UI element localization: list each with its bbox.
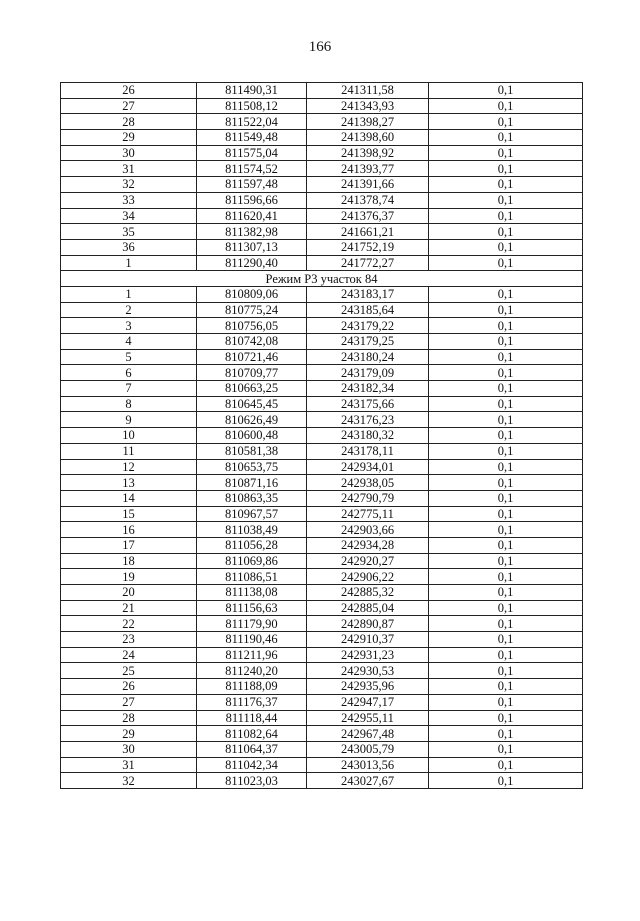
y-coordinate-cell: 242890,87 [307, 616, 429, 632]
y-coordinate-cell: 241752,19 [307, 239, 429, 255]
point-number-cell: 33 [61, 192, 197, 208]
accuracy-cell: 0,1 [429, 145, 583, 161]
table-row [61, 616, 583, 632]
y-coordinate-cell: 243179,25 [307, 334, 429, 350]
point-number-cell: 14 [61, 490, 197, 506]
point-number-cell: 32 [61, 773, 197, 789]
table-row [61, 710, 583, 726]
y-coordinate-cell: 241376,37 [307, 208, 429, 224]
point-number-cell: 32 [61, 177, 197, 193]
accuracy-cell: 0,1 [429, 757, 583, 773]
table-row [61, 741, 583, 757]
accuracy-cell: 0,1 [429, 647, 583, 663]
x-coordinate-cell: 810600,48 [197, 428, 307, 444]
table-row [61, 318, 583, 334]
point-number-cell: 27 [61, 98, 197, 114]
x-coordinate-cell: 811620,41 [197, 208, 307, 224]
point-number-cell: 2 [61, 302, 197, 318]
accuracy-cell: 0,1 [429, 208, 583, 224]
x-coordinate-cell: 811118,44 [197, 710, 307, 726]
accuracy-cell: 0,1 [429, 412, 583, 428]
table-row [61, 161, 583, 177]
point-number-cell: 31 [61, 757, 197, 773]
x-coordinate-cell: 811240,20 [197, 663, 307, 679]
accuracy-cell: 0,1 [429, 302, 583, 318]
x-coordinate-cell: 810863,35 [197, 490, 307, 506]
table-row [61, 396, 583, 412]
x-coordinate-cell: 810663,25 [197, 381, 307, 397]
table-row [61, 177, 583, 193]
y-coordinate-cell: 243179,09 [307, 365, 429, 381]
x-coordinate-cell: 811086,51 [197, 569, 307, 585]
y-coordinate-cell: 242885,04 [307, 600, 429, 616]
accuracy-cell: 0,1 [429, 255, 583, 271]
accuracy-cell: 0,1 [429, 506, 583, 522]
point-number-cell: 20 [61, 585, 197, 601]
x-coordinate-cell: 810653,75 [197, 459, 307, 475]
y-coordinate-cell: 243185,64 [307, 302, 429, 318]
accuracy-cell: 0,1 [429, 726, 583, 742]
section-heading-row [61, 271, 583, 287]
accuracy-cell: 0,1 [429, 192, 583, 208]
y-coordinate-cell: 243175,66 [307, 396, 429, 412]
table-row [61, 255, 583, 271]
coordinates-table [60, 82, 583, 789]
x-coordinate-cell: 811138,08 [197, 585, 307, 601]
table-row [61, 381, 583, 397]
y-coordinate-cell: 241343,93 [307, 98, 429, 114]
y-coordinate-cell: 241393,77 [307, 161, 429, 177]
x-coordinate-cell: 810967,57 [197, 506, 307, 522]
point-number-cell: 12 [61, 459, 197, 475]
table-row [61, 569, 583, 585]
x-coordinate-cell: 811082,64 [197, 726, 307, 742]
accuracy-cell: 0,1 [429, 381, 583, 397]
y-coordinate-cell: 243180,24 [307, 349, 429, 365]
x-coordinate-cell: 810775,24 [197, 302, 307, 318]
x-coordinate-cell: 811038,49 [197, 522, 307, 538]
y-coordinate-cell: 241398,92 [307, 145, 429, 161]
point-number-cell: 36 [61, 239, 197, 255]
x-coordinate-cell: 811211,96 [197, 647, 307, 663]
x-coordinate-cell: 811307,13 [197, 239, 307, 255]
point-number-cell: 26 [61, 83, 197, 99]
x-coordinate-cell: 810581,38 [197, 443, 307, 459]
y-coordinate-cell: 242934,28 [307, 537, 429, 553]
accuracy-cell: 0,1 [429, 239, 583, 255]
x-coordinate-cell: 811188,09 [197, 679, 307, 695]
y-coordinate-cell: 242885,32 [307, 585, 429, 601]
table-row [61, 412, 583, 428]
section-heading: Режим Р3 участок 84 [61, 271, 583, 287]
accuracy-cell: 0,1 [429, 443, 583, 459]
accuracy-cell: 0,1 [429, 349, 583, 365]
table-row [61, 334, 583, 350]
point-number-cell: 4 [61, 334, 197, 350]
y-coordinate-cell: 243027,67 [307, 773, 429, 789]
table-row [61, 443, 583, 459]
point-number-cell: 29 [61, 130, 197, 146]
accuracy-cell: 0,1 [429, 475, 583, 491]
accuracy-cell: 0,1 [429, 569, 583, 585]
accuracy-cell: 0,1 [429, 318, 583, 334]
accuracy-cell: 0,1 [429, 83, 583, 99]
accuracy-cell: 0,1 [429, 616, 583, 632]
point-number-cell: 1 [61, 255, 197, 271]
page-number: 166 [308, 39, 332, 55]
accuracy-cell: 0,1 [429, 741, 583, 757]
y-coordinate-cell: 241398,60 [307, 130, 429, 146]
x-coordinate-cell: 811490,31 [197, 83, 307, 99]
accuracy-cell: 0,1 [429, 365, 583, 381]
accuracy-cell: 0,1 [429, 396, 583, 412]
table-row [61, 475, 583, 491]
point-number-cell: 28 [61, 710, 197, 726]
point-number-cell: 6 [61, 365, 197, 381]
y-coordinate-cell: 241311,58 [307, 83, 429, 99]
accuracy-cell: 0,1 [429, 632, 583, 648]
y-coordinate-cell: 243180,32 [307, 428, 429, 444]
x-coordinate-cell: 810626,49 [197, 412, 307, 428]
table-row [61, 83, 583, 99]
y-coordinate-cell: 242967,48 [307, 726, 429, 742]
y-coordinate-cell: 242790,79 [307, 490, 429, 506]
y-coordinate-cell: 243176,23 [307, 412, 429, 428]
accuracy-cell: 0,1 [429, 553, 583, 569]
point-number-cell: 30 [61, 741, 197, 757]
y-coordinate-cell: 243179,22 [307, 318, 429, 334]
x-coordinate-cell: 811596,66 [197, 192, 307, 208]
y-coordinate-cell: 242938,05 [307, 475, 429, 491]
x-coordinate-cell: 811042,34 [197, 757, 307, 773]
y-coordinate-cell: 243013,56 [307, 757, 429, 773]
x-coordinate-cell: 811023,03 [197, 773, 307, 789]
point-number-cell: 29 [61, 726, 197, 742]
y-coordinate-cell: 243182,34 [307, 381, 429, 397]
point-number-cell: 8 [61, 396, 197, 412]
table-row [61, 537, 583, 553]
x-coordinate-cell: 810871,16 [197, 475, 307, 491]
accuracy-cell: 0,1 [429, 334, 583, 350]
table-row [61, 98, 583, 114]
accuracy-cell: 0,1 [429, 98, 583, 114]
point-number-cell: 26 [61, 679, 197, 695]
x-coordinate-cell: 810709,77 [197, 365, 307, 381]
accuracy-cell: 0,1 [429, 224, 583, 240]
y-coordinate-cell: 242931,23 [307, 647, 429, 663]
accuracy-cell: 0,1 [429, 710, 583, 726]
point-number-cell: 3 [61, 318, 197, 334]
accuracy-cell: 0,1 [429, 428, 583, 444]
table-row [61, 145, 583, 161]
point-number-cell: 28 [61, 114, 197, 130]
point-number-cell: 17 [61, 537, 197, 553]
x-coordinate-cell: 811290,40 [197, 255, 307, 271]
x-coordinate-cell: 811056,28 [197, 537, 307, 553]
y-coordinate-cell: 242920,27 [307, 553, 429, 569]
y-coordinate-cell: 242910,37 [307, 632, 429, 648]
table-row [61, 239, 583, 255]
point-number-cell: 16 [61, 522, 197, 538]
y-coordinate-cell: 242955,11 [307, 710, 429, 726]
point-number-cell: 7 [61, 381, 197, 397]
point-number-cell: 21 [61, 600, 197, 616]
y-coordinate-cell: 242903,66 [307, 522, 429, 538]
accuracy-cell: 0,1 [429, 522, 583, 538]
x-coordinate-cell: 811522,04 [197, 114, 307, 130]
point-number-cell: 30 [61, 145, 197, 161]
point-number-cell: 31 [61, 161, 197, 177]
table-row [61, 757, 583, 773]
table-row [61, 459, 583, 475]
x-coordinate-cell: 810721,46 [197, 349, 307, 365]
table-row [61, 600, 583, 616]
y-coordinate-cell: 242934,01 [307, 459, 429, 475]
x-coordinate-cell: 811549,48 [197, 130, 307, 146]
point-number-cell: 27 [61, 694, 197, 710]
x-coordinate-cell: 810645,45 [197, 396, 307, 412]
x-coordinate-cell: 811508,12 [197, 98, 307, 114]
y-coordinate-cell: 241378,74 [307, 192, 429, 208]
table-row [61, 726, 583, 742]
table-row [61, 114, 583, 130]
table-row [61, 679, 583, 695]
y-coordinate-cell: 242935,96 [307, 679, 429, 695]
accuracy-cell: 0,1 [429, 694, 583, 710]
point-number-cell: 25 [61, 663, 197, 679]
table-row [61, 647, 583, 663]
x-coordinate-cell: 811179,90 [197, 616, 307, 632]
table-row [61, 349, 583, 365]
y-coordinate-cell: 243178,11 [307, 443, 429, 459]
point-number-cell: 5 [61, 349, 197, 365]
point-number-cell: 13 [61, 475, 197, 491]
point-number-cell: 23 [61, 632, 197, 648]
y-coordinate-cell: 242930,53 [307, 663, 429, 679]
x-coordinate-cell: 811190,46 [197, 632, 307, 648]
table-row [61, 428, 583, 444]
x-coordinate-cell: 810742,08 [197, 334, 307, 350]
accuracy-cell: 0,1 [429, 459, 583, 475]
point-number-cell: 22 [61, 616, 197, 632]
point-number-cell: 35 [61, 224, 197, 240]
point-number-cell: 19 [61, 569, 197, 585]
point-number-cell: 1 [61, 286, 197, 302]
table-row [61, 286, 583, 302]
x-coordinate-cell: 810809,06 [197, 286, 307, 302]
accuracy-cell: 0,1 [429, 114, 583, 130]
table-row [61, 506, 583, 522]
x-coordinate-cell: 811575,04 [197, 145, 307, 161]
point-number-cell: 10 [61, 428, 197, 444]
y-coordinate-cell: 242775,11 [307, 506, 429, 522]
x-coordinate-cell: 810756,05 [197, 318, 307, 334]
table-row [61, 224, 583, 240]
x-coordinate-cell: 811597,48 [197, 177, 307, 193]
x-coordinate-cell: 811382,98 [197, 224, 307, 240]
point-number-cell: 9 [61, 412, 197, 428]
x-coordinate-cell: 811574,52 [197, 161, 307, 177]
y-coordinate-cell: 243005,79 [307, 741, 429, 757]
point-number-cell: 11 [61, 443, 197, 459]
y-coordinate-cell: 242906,22 [307, 569, 429, 585]
table-row [61, 365, 583, 381]
accuracy-cell: 0,1 [429, 490, 583, 506]
point-number-cell: 34 [61, 208, 197, 224]
accuracy-cell: 0,1 [429, 286, 583, 302]
table-row [61, 773, 583, 789]
table-row [61, 663, 583, 679]
y-coordinate-cell: 243183,17 [307, 286, 429, 302]
table-row [61, 302, 583, 318]
accuracy-cell: 0,1 [429, 161, 583, 177]
x-coordinate-cell: 811156,63 [197, 600, 307, 616]
accuracy-cell: 0,1 [429, 585, 583, 601]
table-row [61, 130, 583, 146]
x-coordinate-cell: 811069,86 [197, 553, 307, 569]
accuracy-cell: 0,1 [429, 773, 583, 789]
point-number-cell: 15 [61, 506, 197, 522]
accuracy-cell: 0,1 [429, 177, 583, 193]
point-number-cell: 24 [61, 647, 197, 663]
y-coordinate-cell: 242947,17 [307, 694, 429, 710]
table-row [61, 585, 583, 601]
table-row [61, 490, 583, 506]
point-number-cell: 18 [61, 553, 197, 569]
x-coordinate-cell: 811176,37 [197, 694, 307, 710]
y-coordinate-cell: 241398,27 [307, 114, 429, 130]
table-row [61, 192, 583, 208]
accuracy-cell: 0,1 [429, 537, 583, 553]
table-row [61, 522, 583, 538]
accuracy-cell: 0,1 [429, 679, 583, 695]
accuracy-cell: 0,1 [429, 130, 583, 146]
y-coordinate-cell: 241661,21 [307, 224, 429, 240]
table-row [61, 694, 583, 710]
y-coordinate-cell: 241772,27 [307, 255, 429, 271]
accuracy-cell: 0,1 [429, 600, 583, 616]
accuracy-cell: 0,1 [429, 663, 583, 679]
x-coordinate-cell: 811064,37 [197, 741, 307, 757]
table-row [61, 632, 583, 648]
table-row [61, 553, 583, 569]
table-row [61, 208, 583, 224]
y-coordinate-cell: 241391,66 [307, 177, 429, 193]
